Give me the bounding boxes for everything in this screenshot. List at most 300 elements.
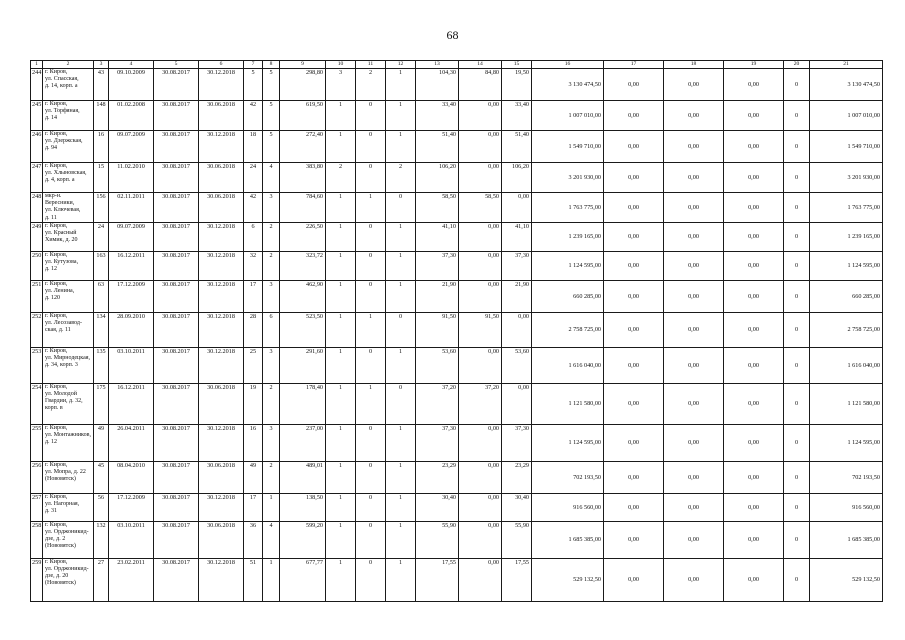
cell-col-18: 0,00 bbox=[664, 461, 724, 493]
cell-col-21: 702 193,50 bbox=[810, 461, 883, 493]
cell-col-8: 3 bbox=[263, 347, 280, 383]
cell-col-18: 0,00 bbox=[664, 163, 724, 193]
row-number-cell: 254 bbox=[31, 383, 43, 424]
cell-col-12: 0 bbox=[386, 193, 416, 223]
cell-col-9: 677,77 bbox=[280, 558, 326, 601]
address-cell bbox=[43, 69, 94, 101]
cell-col-3: 134 bbox=[94, 312, 109, 347]
address-line: (Нововятск) bbox=[45, 543, 76, 550]
cell-col-4: 09.07.2009 bbox=[109, 222, 154, 251]
cell-col-19: 0,00 bbox=[724, 251, 784, 280]
address-line: г. Киров, bbox=[45, 347, 68, 354]
row-number-cell: 250 bbox=[31, 251, 43, 280]
cell-col-15: 33,40 bbox=[502, 101, 532, 131]
cell-col-3: 45 bbox=[94, 461, 109, 493]
cell-col-7: 24 bbox=[244, 163, 263, 193]
cell-col-14: 0,00 bbox=[459, 461, 502, 493]
cell-col-8: 3 bbox=[263, 193, 280, 223]
table-row bbox=[31, 280, 883, 312]
cell-col-17: 0,00 bbox=[604, 383, 664, 424]
cell-col-10: 3 bbox=[326, 69, 356, 101]
address-line: г. Киров, bbox=[45, 280, 68, 287]
cell-col-17: 0,00 bbox=[604, 312, 664, 347]
cell-col-15: 53,60 bbox=[502, 347, 532, 383]
cell-col-13: 91,50 bbox=[416, 312, 459, 347]
cell-col-14: 0,00 bbox=[459, 558, 502, 601]
cell-col-14: 91,50 bbox=[459, 312, 502, 347]
cell-col-20: 0 bbox=[784, 101, 810, 131]
address-line: мкр-н. Вересники, bbox=[45, 193, 75, 207]
cell-col-4: 16.12.2011 bbox=[109, 251, 154, 280]
cell-col-16: 2 758 725,00 bbox=[532, 312, 604, 347]
cell-col-3: 43 bbox=[94, 69, 109, 101]
address-line: д. 34, корп. 3 bbox=[45, 362, 78, 369]
cell-col-12: 1 bbox=[386, 493, 416, 521]
cell-col-21: 660 285,00 bbox=[810, 280, 883, 312]
address-line: г. Киров, bbox=[45, 312, 68, 319]
cell-col-6: 30.12.2018 bbox=[199, 131, 244, 163]
address-line: г. Киров, bbox=[45, 69, 68, 75]
address-line: ул. Кутузова, bbox=[45, 259, 79, 266]
cell-col-7: 5 bbox=[244, 69, 263, 101]
cell-col-13: 21,90 bbox=[416, 280, 459, 312]
cell-col-11: 0 bbox=[356, 347, 386, 383]
cell-col-18: 0,00 bbox=[664, 69, 724, 101]
cell-col-17: 0,00 bbox=[604, 493, 664, 521]
cell-col-8: 1 bbox=[263, 493, 280, 521]
cell-col-7: 18 bbox=[244, 131, 263, 163]
cell-col-16: 1 121 580,00 bbox=[532, 383, 604, 424]
cell-col-21: 529 132,50 bbox=[810, 558, 883, 601]
cell-col-9: 226,50 bbox=[280, 222, 326, 251]
cell-col-15: 0,00 bbox=[502, 193, 532, 223]
row-number-cell: 253 bbox=[31, 347, 43, 383]
cell-col-3: 63 bbox=[94, 280, 109, 312]
table-body bbox=[31, 61, 883, 602]
cell-col-8: 2 bbox=[263, 222, 280, 251]
cell-col-3: 132 bbox=[94, 521, 109, 558]
cell-col-19: 0,00 bbox=[724, 521, 784, 558]
address-line: ул. Торфяная, bbox=[45, 108, 80, 115]
table-row bbox=[31, 558, 883, 601]
cell-col-21: 1 239 165,00 bbox=[810, 222, 883, 251]
address-line: г. Киров, bbox=[45, 424, 68, 431]
cell-col-10: 1 bbox=[326, 101, 356, 131]
address-line: д. 94 bbox=[45, 145, 58, 152]
row-number-cell: 247 bbox=[31, 163, 43, 193]
cell-col-4: 03.10.2011 bbox=[109, 521, 154, 558]
cell-col-18: 0,00 bbox=[664, 280, 724, 312]
cell-col-19: 0,00 bbox=[724, 280, 784, 312]
cell-col-16: 916 560,00 bbox=[532, 493, 604, 521]
cell-col-5: 30.08.2017 bbox=[154, 163, 199, 193]
cell-col-8: 5 bbox=[263, 101, 280, 131]
cell-col-6: 30.06.2018 bbox=[199, 461, 244, 493]
row-number-cell: 252 bbox=[31, 312, 43, 347]
address-line: д. 12 bbox=[45, 266, 58, 273]
cell-col-15: 0,00 bbox=[502, 312, 532, 347]
cell-col-14: 0,00 bbox=[459, 163, 502, 193]
cell-col-4: 17.12.2009 bbox=[109, 280, 154, 312]
address-line: д. 120 bbox=[45, 295, 61, 302]
table-row bbox=[31, 493, 883, 521]
cell-col-12: 0 bbox=[386, 312, 416, 347]
column-header-16: 16 bbox=[532, 61, 604, 69]
table-row bbox=[31, 521, 883, 558]
cell-col-6: 30.12.2018 bbox=[199, 312, 244, 347]
cell-col-6: 30.12.2018 bbox=[199, 493, 244, 521]
address-line: ул. Орджоникид- bbox=[45, 529, 89, 536]
cell-col-6: 30.06.2018 bbox=[199, 521, 244, 558]
cell-col-6: 30.06.2018 bbox=[199, 163, 244, 193]
row-number-cell: 245 bbox=[31, 101, 43, 131]
cell-col-3: 148 bbox=[94, 101, 109, 131]
column-header-8: 8 bbox=[263, 61, 280, 69]
cell-col-18: 0,00 bbox=[664, 101, 724, 131]
column-header-1: 1 bbox=[31, 61, 43, 69]
cell-col-4: 09.10.2009 bbox=[109, 69, 154, 101]
cell-col-19: 0,00 bbox=[724, 558, 784, 601]
cell-col-6: 30.06.2018 bbox=[199, 383, 244, 424]
column-header-4: 4 bbox=[109, 61, 154, 69]
cell-col-21: 1 685 385,00 bbox=[810, 521, 883, 558]
cell-col-12: 1 bbox=[386, 222, 416, 251]
cell-col-18: 0,00 bbox=[664, 193, 724, 223]
address-line: ул. Орджоникид- bbox=[45, 566, 89, 573]
cell-col-4: 08.04.2010 bbox=[109, 461, 154, 493]
cell-col-9: 291,60 bbox=[280, 347, 326, 383]
cell-col-20: 0 bbox=[784, 222, 810, 251]
cell-col-11: 2 bbox=[356, 69, 386, 101]
cell-col-10: 2 bbox=[326, 163, 356, 193]
column-header-12: 12 bbox=[386, 61, 416, 69]
cell-col-17: 0,00 bbox=[604, 424, 664, 461]
cell-col-21: 1 007 010,00 bbox=[810, 101, 883, 131]
cell-col-10: 1 bbox=[326, 222, 356, 251]
cell-col-19: 0,00 bbox=[724, 347, 784, 383]
cell-col-20: 0 bbox=[784, 131, 810, 163]
table-row bbox=[31, 347, 883, 383]
address-line: дзе, д. 20 bbox=[45, 573, 69, 580]
table-row bbox=[31, 461, 883, 493]
address-cell bbox=[43, 558, 94, 601]
cell-col-18: 0,00 bbox=[664, 493, 724, 521]
cell-col-12: 1 bbox=[386, 424, 416, 461]
cell-col-13: 104,30 bbox=[416, 69, 459, 101]
cell-col-10: 1 bbox=[326, 493, 356, 521]
address-cell bbox=[43, 424, 94, 461]
address-line: г. Киров, bbox=[45, 101, 68, 107]
cell-col-14: 0,00 bbox=[459, 131, 502, 163]
address-line: г. Киров, bbox=[45, 383, 68, 390]
cell-col-10: 1 bbox=[326, 312, 356, 347]
column-header-15: 15 bbox=[502, 61, 532, 69]
address-line: ская, д. 11 bbox=[45, 327, 71, 334]
cell-col-10: 1 bbox=[326, 347, 356, 383]
cell-col-19: 0,00 bbox=[724, 69, 784, 101]
cell-col-11: 1 bbox=[356, 383, 386, 424]
cell-col-17: 0,00 bbox=[604, 347, 664, 383]
cell-col-17: 0,00 bbox=[604, 193, 664, 223]
cell-col-6: 30.12.2018 bbox=[199, 424, 244, 461]
cell-col-14: 0,00 bbox=[459, 424, 502, 461]
address-line: ул. Ключевая, bbox=[45, 207, 81, 214]
cell-col-9: 489,01 bbox=[280, 461, 326, 493]
cell-col-17: 0,00 bbox=[604, 163, 664, 193]
cell-col-3: 15 bbox=[94, 163, 109, 193]
address-line: д. 31 bbox=[45, 508, 58, 515]
address-line: г. Киров, bbox=[45, 493, 68, 500]
cell-col-21: 3 130 474,50 bbox=[810, 69, 883, 101]
address-line: г. Киров, bbox=[45, 131, 68, 137]
cell-col-16: 529 132,50 bbox=[532, 558, 604, 601]
table-row bbox=[31, 312, 883, 347]
cell-col-11: 0 bbox=[356, 280, 386, 312]
table-row bbox=[31, 383, 883, 424]
cell-col-15: 17,55 bbox=[502, 558, 532, 601]
address-cell bbox=[43, 131, 94, 163]
address-cell bbox=[43, 222, 94, 251]
cell-col-11: 1 bbox=[356, 312, 386, 347]
cell-col-9: 237,00 bbox=[280, 424, 326, 461]
cell-col-3: 27 bbox=[94, 558, 109, 601]
address-cell bbox=[43, 163, 94, 193]
address-cell bbox=[43, 521, 94, 558]
cell-col-19: 0,00 bbox=[724, 131, 784, 163]
cell-col-20: 0 bbox=[784, 424, 810, 461]
address-line: д. 12 bbox=[45, 439, 58, 446]
cell-col-7: 17 bbox=[244, 280, 263, 312]
cell-col-11: 0 bbox=[356, 251, 386, 280]
address-cell bbox=[43, 193, 94, 223]
address-line: ул. Хлыновская, bbox=[45, 170, 87, 177]
cell-col-13: 53,60 bbox=[416, 347, 459, 383]
address-line: д. 14 bbox=[45, 115, 58, 122]
cell-col-19: 0,00 bbox=[724, 312, 784, 347]
cell-col-10: 1 bbox=[326, 251, 356, 280]
cell-col-18: 0,00 bbox=[664, 222, 724, 251]
cell-col-10: 1 bbox=[326, 461, 356, 493]
address-line: г. Киров, bbox=[45, 461, 68, 468]
cell-col-17: 0,00 bbox=[604, 251, 664, 280]
cell-col-12: 1 bbox=[386, 251, 416, 280]
cell-col-12: 0 bbox=[386, 383, 416, 424]
cell-col-4: 11.02.2010 bbox=[109, 163, 154, 193]
cell-col-9: 784,60 bbox=[280, 193, 326, 223]
cell-col-21: 1 549 710,00 bbox=[810, 131, 883, 163]
address-line: ул. Красный bbox=[45, 230, 77, 237]
cell-col-14: 0,00 bbox=[459, 101, 502, 131]
cell-col-10: 1 bbox=[326, 280, 356, 312]
cell-col-18: 0,00 bbox=[664, 312, 724, 347]
table-row bbox=[31, 424, 883, 461]
cell-col-3: 24 bbox=[94, 222, 109, 251]
row-number-cell: 258 bbox=[31, 521, 43, 558]
address-line: ул. Спасская, bbox=[45, 76, 79, 83]
cell-col-7: 17 bbox=[244, 493, 263, 521]
column-header-2: 2 bbox=[43, 61, 94, 69]
cell-col-17: 0,00 bbox=[604, 69, 664, 101]
address-cell bbox=[43, 312, 94, 347]
cell-col-4: 16.12.2011 bbox=[109, 383, 154, 424]
address-line: г. Киров, bbox=[45, 163, 68, 169]
cell-col-7: 49 bbox=[244, 461, 263, 493]
cell-col-16: 660 285,00 bbox=[532, 280, 604, 312]
address-cell bbox=[43, 101, 94, 131]
cell-col-11: 0 bbox=[356, 558, 386, 601]
cell-col-13: 55,90 bbox=[416, 521, 459, 558]
cell-col-6: 30.12.2018 bbox=[199, 222, 244, 251]
cell-col-13: 41,10 bbox=[416, 222, 459, 251]
cell-col-5: 30.08.2017 bbox=[154, 521, 199, 558]
address-line: Химик, д. 20 bbox=[45, 237, 78, 244]
column-header-20: 20 bbox=[784, 61, 810, 69]
column-header-10: 10 bbox=[326, 61, 356, 69]
cell-col-11: 0 bbox=[356, 461, 386, 493]
cell-col-21: 1 121 580,00 bbox=[810, 383, 883, 424]
cell-col-14: 0,00 bbox=[459, 251, 502, 280]
address-line: ул. Монтажников, bbox=[45, 432, 91, 439]
cell-col-19: 0,00 bbox=[724, 461, 784, 493]
address-line: дзе, д. 2 bbox=[45, 536, 66, 543]
cell-col-17: 0,00 bbox=[604, 280, 664, 312]
cell-col-14: 37,20 bbox=[459, 383, 502, 424]
address-line: ул. Лесозавод- bbox=[45, 320, 82, 327]
cell-col-14: 0,00 bbox=[459, 493, 502, 521]
cell-col-5: 30.08.2017 bbox=[154, 193, 199, 223]
cell-col-13: 33,40 bbox=[416, 101, 459, 131]
address-line: ул. Ленина, bbox=[45, 288, 75, 295]
row-number-cell: 244 bbox=[31, 69, 43, 101]
cell-col-9: 523,50 bbox=[280, 312, 326, 347]
address-cell bbox=[43, 280, 94, 312]
cell-col-15: 37,30 bbox=[502, 424, 532, 461]
cell-col-8: 2 bbox=[263, 461, 280, 493]
cell-col-5: 30.08.2017 bbox=[154, 383, 199, 424]
address-line: корп. в bbox=[45, 405, 63, 412]
cell-col-9: 599,20 bbox=[280, 521, 326, 558]
cell-col-12: 1 bbox=[386, 347, 416, 383]
table-row bbox=[31, 131, 883, 163]
cell-col-8: 1 bbox=[263, 558, 280, 601]
address-cell bbox=[43, 347, 94, 383]
cell-col-6: 30.12.2018 bbox=[199, 251, 244, 280]
cell-col-14: 0,00 bbox=[459, 521, 502, 558]
cell-col-19: 0,00 bbox=[724, 101, 784, 131]
cell-col-14: 84,80 bbox=[459, 69, 502, 101]
cell-col-9: 619,50 bbox=[280, 101, 326, 131]
cell-col-3: 163 bbox=[94, 251, 109, 280]
cell-col-4: 23.02.2011 bbox=[109, 558, 154, 601]
cell-col-19: 0,00 bbox=[724, 493, 784, 521]
cell-col-11: 0 bbox=[356, 131, 386, 163]
cell-col-12: 1 bbox=[386, 280, 416, 312]
cell-col-15: 41,10 bbox=[502, 222, 532, 251]
cell-col-3: 175 bbox=[94, 383, 109, 424]
cell-col-9: 298,80 bbox=[280, 69, 326, 101]
cell-col-16: 702 193,50 bbox=[532, 461, 604, 493]
cell-col-18: 0,00 bbox=[664, 424, 724, 461]
cell-col-13: 51,40 bbox=[416, 131, 459, 163]
cell-col-20: 0 bbox=[784, 69, 810, 101]
address-line: ул. Молодой bbox=[45, 391, 77, 398]
cell-col-13: 37,30 bbox=[416, 251, 459, 280]
cell-col-9: 272,40 bbox=[280, 131, 326, 163]
cell-col-5: 30.08.2017 bbox=[154, 101, 199, 131]
address-line: г. Киров, bbox=[45, 222, 68, 229]
cell-col-19: 0,00 bbox=[724, 383, 784, 424]
housing-program-table bbox=[30, 60, 883, 602]
cell-col-5: 30.08.2017 bbox=[154, 312, 199, 347]
address-cell bbox=[43, 493, 94, 521]
cell-col-14: 58,50 bbox=[459, 193, 502, 223]
cell-col-16: 3 201 930,00 bbox=[532, 163, 604, 193]
cell-col-11: 0 bbox=[356, 521, 386, 558]
cell-col-20: 0 bbox=[784, 312, 810, 347]
cell-col-14: 0,00 bbox=[459, 347, 502, 383]
address-line: д. 14, корп. а bbox=[45, 83, 78, 90]
cell-col-17: 0,00 bbox=[604, 131, 664, 163]
cell-col-11: 0 bbox=[356, 493, 386, 521]
cell-col-9: 462,90 bbox=[280, 280, 326, 312]
cell-col-5: 30.08.2017 bbox=[154, 280, 199, 312]
cell-col-3: 16 bbox=[94, 131, 109, 163]
cell-col-7: 19 bbox=[244, 383, 263, 424]
cell-col-8: 2 bbox=[263, 383, 280, 424]
cell-col-21: 916 560,00 bbox=[810, 493, 883, 521]
address-line: (Нововятск) bbox=[45, 476, 76, 483]
row-number-cell: 249 bbox=[31, 222, 43, 251]
cell-col-15: 55,90 bbox=[502, 521, 532, 558]
cell-col-15: 51,40 bbox=[502, 131, 532, 163]
cell-col-13: 23,29 bbox=[416, 461, 459, 493]
address-line: ул. Дзержская, bbox=[45, 138, 83, 145]
cell-col-20: 0 bbox=[784, 280, 810, 312]
address-line: д. 4, корп. а bbox=[45, 177, 75, 184]
cell-col-5: 30.08.2017 bbox=[154, 69, 199, 101]
cell-col-10: 1 bbox=[326, 193, 356, 223]
cell-col-6: 30.12.2018 bbox=[199, 69, 244, 101]
cell-col-13: 106,20 bbox=[416, 163, 459, 193]
cell-col-11: 0 bbox=[356, 101, 386, 131]
cell-col-9: 383,80 bbox=[280, 163, 326, 193]
column-header-3: 3 bbox=[94, 61, 109, 69]
address-line: Гвардии, д. 32, bbox=[45, 398, 83, 405]
cell-col-8: 5 bbox=[263, 131, 280, 163]
cell-col-12: 1 bbox=[386, 558, 416, 601]
cell-col-10: 1 bbox=[326, 424, 356, 461]
cell-col-17: 0,00 bbox=[604, 101, 664, 131]
cell-col-7: 42 bbox=[244, 101, 263, 131]
cell-col-16: 3 130 474,50 bbox=[532, 69, 604, 101]
address-line: г. Киров, bbox=[45, 558, 68, 565]
cell-col-18: 0,00 bbox=[664, 131, 724, 163]
cell-col-13: 37,20 bbox=[416, 383, 459, 424]
cell-col-5: 30.08.2017 bbox=[154, 131, 199, 163]
cell-col-13: 30,40 bbox=[416, 493, 459, 521]
address-line: ул. Мирнодецкая, bbox=[45, 355, 90, 362]
cell-col-21: 1 763 775,00 bbox=[810, 193, 883, 223]
cell-col-16: 1 549 710,00 bbox=[532, 131, 604, 163]
cell-col-4: 03.10.2011 bbox=[109, 347, 154, 383]
cell-col-11: 0 bbox=[356, 424, 386, 461]
cell-col-9: 323,72 bbox=[280, 251, 326, 280]
cell-col-3: 56 bbox=[94, 493, 109, 521]
cell-col-4: 02.11.2011 bbox=[109, 193, 154, 223]
cell-col-8: 3 bbox=[263, 280, 280, 312]
cell-col-16: 1 239 165,00 bbox=[532, 222, 604, 251]
cell-col-17: 0,00 bbox=[604, 521, 664, 558]
